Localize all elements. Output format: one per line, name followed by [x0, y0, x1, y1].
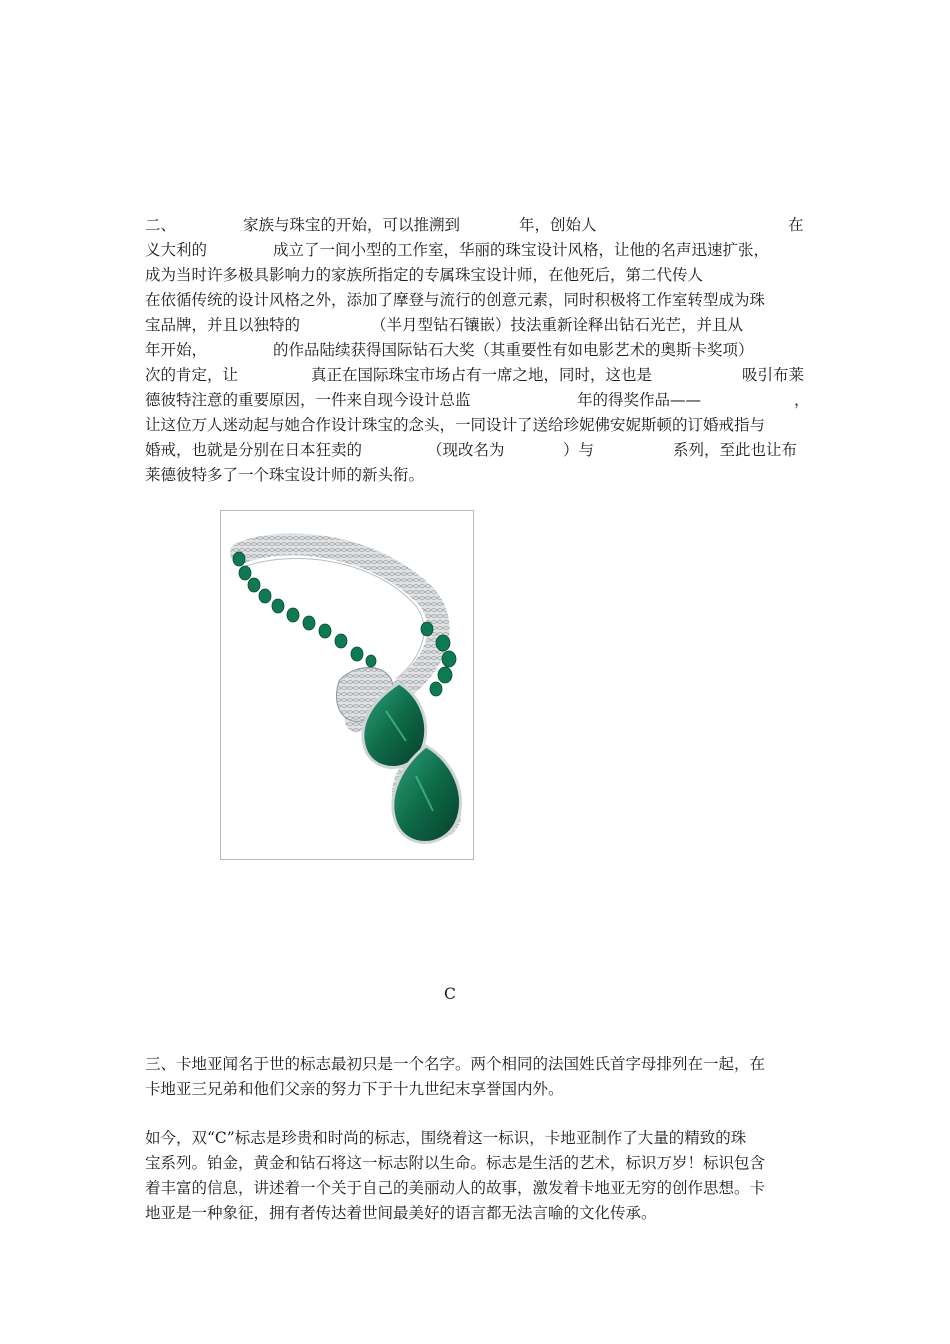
s2-l10-d: 系列，至此也让布 — [673, 441, 798, 459]
s2-l5-b: （半月型钻石镶嵌）技法重新诠释出钻石光芒，并且从 — [371, 316, 744, 334]
s2-l8-c: ， — [794, 391, 810, 409]
s2-l8-b: 年的得奖作品—— — [577, 391, 702, 409]
s2-l2-b: 成立了一间小型的工作室，华丽的珠宝设计风格，让他的名声迅速扩张， — [273, 241, 770, 259]
s2-l6-b: 的作品陆续获得国际钻石大奖（其重要性有如电影艺术的奥斯卡奖项） — [273, 341, 754, 359]
s2-line-3: 成为当时许多极具影响力的家族所指定的专属珠宝设计师，在他死后，第二代传人 — [145, 266, 704, 284]
necklace-photo — [220, 510, 474, 860]
s3-p2-line-3: 着丰富的信息，讲述着一个关于自己的美丽动人的故事，激发着卡地亚无穷的创作思想。卡 — [145, 1179, 766, 1197]
s2-line-4: 在依循传统的设计风格之外，添加了摩登与流行的创意元素，同时积极将工作室转型成为珠 — [145, 291, 766, 309]
s2-l1-c: 年，创始人 — [519, 216, 597, 234]
s2-line-11: 莱德彼特多了一个珠宝设计师的新头衔。 — [145, 466, 425, 484]
center-letter: C — [444, 985, 456, 1003]
s2-l8-a: 德彼特注意的重要原因，一件来自现今设计总监 — [145, 391, 471, 409]
s2-l7-b: 真正在国际珠宝市场占有一席之地，同时，这也是 — [311, 366, 653, 384]
s2-line-9: 让这位万人迷动起与她合作设计珠宝的念头，一同设计了送给珍妮佛安妮斯顿的订婚戒指与 — [145, 416, 766, 434]
s2-l7-c: 吸引布莱 — [742, 366, 805, 384]
s2-l10-c: ）与 — [563, 441, 595, 459]
s2-l10-a: 婚戒，也就是分别在日本狂卖的 — [145, 441, 363, 459]
s2-l10-b: （现改名为 — [427, 441, 505, 459]
s3-p2-line-4: 地亚是一种象征，拥有者传达着世间最美好的语言都无法言喻的文化传承。 — [145, 1204, 657, 1222]
s2-l6-a: 年开始， — [145, 341, 208, 359]
s3-line-1: 三、卡地亚闻名于世的标志最初只是一个名字。两个相同的法国姓氏首字母排列在一起，在 — [145, 1055, 766, 1073]
s3-line-2: 卡地亚三兄弟和他们父亲的努力下于十九世纪末享誉国内外。 — [145, 1080, 564, 1098]
s2-l1-b: 家族与珠宝的开始，可以推溯到 — [243, 216, 461, 234]
s2-l1-d: 在 — [788, 216, 804, 234]
s3-p2-line-2: 宝系列。铂金，黄金和钻石将这一标志附以生命。标志是生活的艺术，标识万岁！标识包含 — [145, 1154, 766, 1172]
s2-l7-a: 次的肯定，让 — [145, 366, 239, 384]
necklace-illustration — [221, 511, 473, 859]
s2-l1-a: 二、 — [145, 216, 177, 234]
s2-l5-a: 宝品牌，并且以独特的 — [145, 316, 301, 334]
s2-l2-a: 义大利的 — [145, 241, 208, 259]
s3-p2-line-1: 如今，双“C”标志是珍贵和时尚的标志，围绕着这一标识，卡地亚制作了大量的精致的珠 — [145, 1129, 747, 1147]
